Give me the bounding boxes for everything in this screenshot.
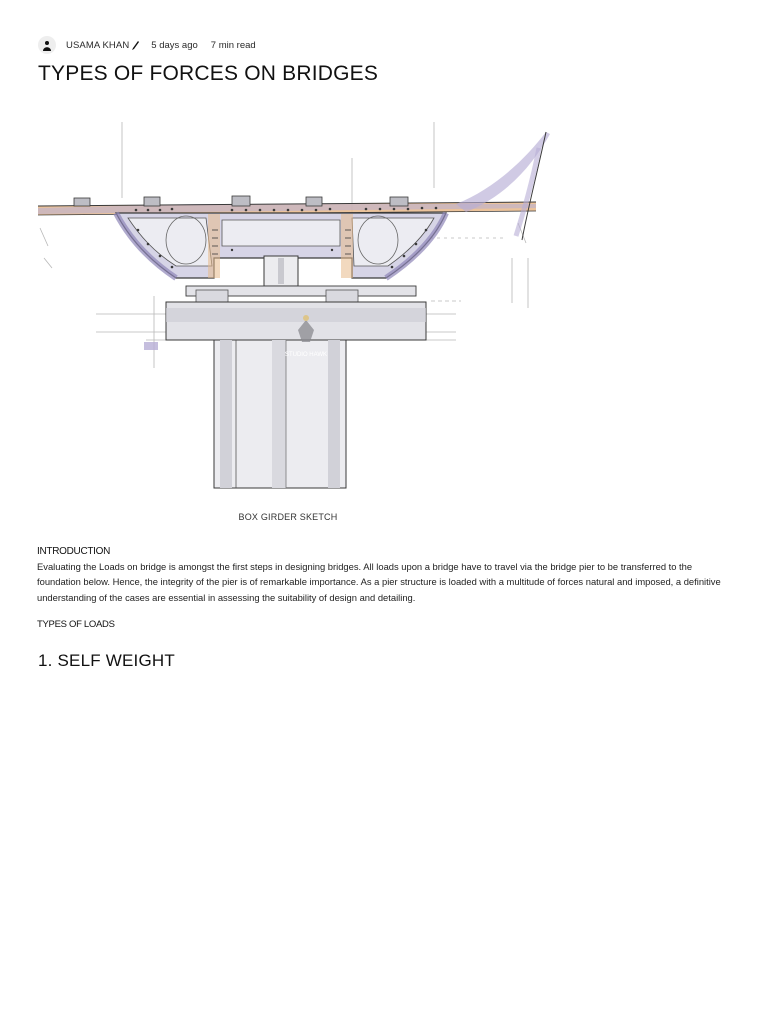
intro-heading: INTRODUCTION xyxy=(37,546,111,557)
self-weight-heading: 1. SELF WEIGHT xyxy=(38,651,175,670)
author-avatar[interactable] xyxy=(38,36,56,54)
types-of-loads-heading: TYPES OF LOADS xyxy=(37,619,115,630)
post-date: 5 days ago xyxy=(151,39,198,51)
figure-caption: BOX GIRDER SKETCH xyxy=(238,512,338,522)
pen-icon xyxy=(132,41,139,50)
person-icon xyxy=(42,40,52,51)
author-name-text: USAMA KHAN xyxy=(66,39,130,51)
intro-paragraph: Evaluating the Loads on bridge is amongst the first steps in designing bridges. All loads upon a bridge have to travel via the bridge pier to be transferred to the foundation below. Hence, the integrity of the pier is of remarkable importance. As a pier structure is loaded with a multitude of forces natural and imposed, a definitive understanding of the cases are essential in assessing the suitability of design and detailing. xyxy=(37,561,721,603)
box-girder-sketch xyxy=(36,118,556,490)
author-name[interactable] xyxy=(66,40,139,51)
watermark-text: STUDIO HAWK xyxy=(284,352,328,358)
read-time: 7 min read xyxy=(210,39,256,51)
post-meta xyxy=(38,36,256,54)
article-title: TYPES OF FORCES ON BRIDGES xyxy=(38,62,379,85)
